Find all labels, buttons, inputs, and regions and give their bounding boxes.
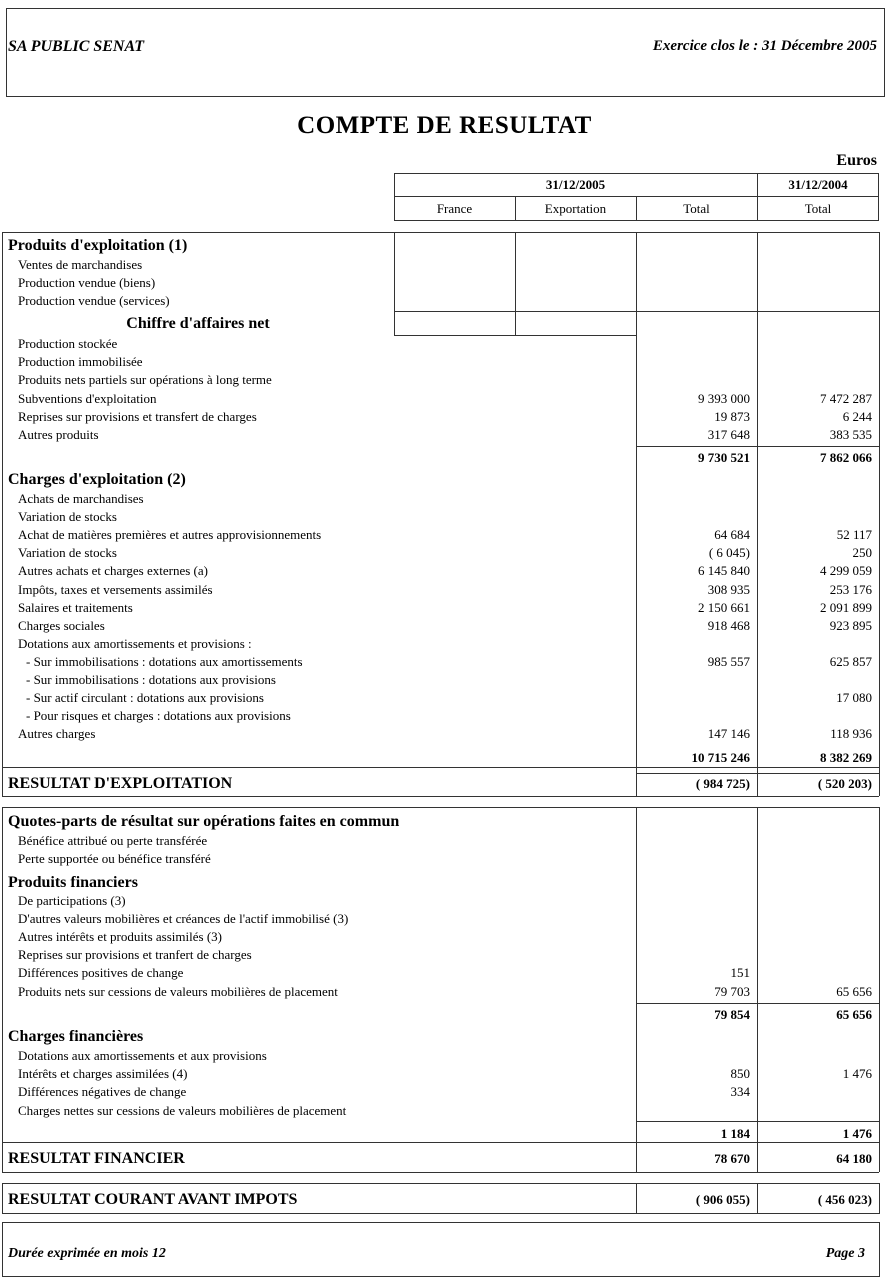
row-label: Reprises sur provisions et transfert de charges — [18, 408, 257, 424]
row-label: Variation de stocks — [18, 545, 117, 561]
row-value-current: 308 935 — [707, 581, 750, 597]
exercise-date: Exercice clos le : 31 Décembre 2005 — [652, 38, 877, 54]
row-label: Production vendue (services) — [18, 293, 170, 308]
row-label: Charges sociales — [18, 617, 105, 633]
row-value-previous: 383 535 — [829, 427, 872, 442]
currency-label: Euros — [836, 152, 877, 169]
row-label: Subventions d'exploitation — [18, 390, 157, 406]
resultat-courant-previous: ( 456 023) — [817, 1192, 872, 1207]
row-label: Production immobilisée — [18, 354, 143, 370]
row-label: Produits nets sur cessions de valeurs mobilières de placement — [18, 983, 338, 999]
row-label: Achat de matières premières et autres approvisionnements — [18, 527, 322, 543]
row-label: Différences positives de change — [18, 965, 184, 981]
row-value-current: 9 393 000 — [698, 390, 750, 406]
row-value-previous: 6 244 — [842, 408, 872, 424]
resultat-courant-current: ( 906 055) — [695, 1192, 750, 1207]
row-label: Dotations aux amortissements et aux provisions — [18, 1048, 267, 1063]
row-label: Différences négatives de change — [18, 1084, 187, 1100]
row-label: Perte supportée ou bénéfice transféré — [18, 851, 211, 866]
row-label: - Sur immobilisations : dotations aux amortissements — [26, 653, 303, 669]
row-value-current: 79 703 — [714, 983, 750, 999]
row-label: Reprises sur provisions et tranfert de charges — [18, 947, 252, 963]
row-value-previous: 250 — [852, 545, 872, 561]
produits-financiers-total-current: 79 854 — [714, 1007, 750, 1022]
row-label: Variation de stocks — [18, 509, 117, 525]
charges-exploitation-total-previous: 8 382 269 — [820, 750, 872, 765]
total-previous-header: Total — [804, 201, 832, 216]
row-label: Charges nettes sur cessions de valeurs mobilières de placement — [18, 1102, 347, 1118]
row-label: Autres achats et charges externes (a) — [18, 563, 208, 579]
row-label: Intérêts et charges assimilées (4) — [18, 1066, 188, 1082]
total-current-header: Total — [683, 201, 710, 216]
row-value-previous: 253 176 — [829, 581, 872, 597]
resultat-financier-current: 78 670 — [714, 1151, 750, 1166]
row-label: D'autres valeurs mobilières et créances de l'actif immobilisé (3) — [18, 911, 349, 927]
row-label: Salaires et traitements — [18, 599, 133, 615]
row-value-current: 6 145 840 — [698, 563, 750, 579]
exportation-header: Exportation — [544, 201, 607, 216]
produits-financiers-heading: Produits financiers — [8, 874, 138, 891]
row-value-previous: 7 472 287 — [820, 390, 872, 406]
row-label: - Sur actif circulant : dotations aux provisions — [26, 690, 264, 706]
row-label: Impôts, taxes et versements assimilés — [18, 581, 213, 597]
duration-label: Durée exprimée en mois 12 — [8, 1246, 166, 1261]
produits-exploitation-total-current: 9 730 521 — [698, 450, 750, 465]
resultat-exploitation-label: RESULTAT D'EXPLOITATION — [8, 775, 233, 792]
charges-financieres-total-previous: 1 476 — [842, 1126, 872, 1141]
row-value-previous: 65 656 — [836, 983, 872, 999]
resultat-exploitation-current: ( 984 725) — [695, 776, 750, 791]
row-value-current: 151 — [730, 965, 750, 981]
row-value-previous: 17 080 — [836, 690, 872, 706]
row-label: - Pour risques et charges : dotations aux provisions — [26, 708, 291, 724]
row-value-current: 64 684 — [714, 527, 750, 543]
row-label: Autres intérêts et produits assimilés (3) — [18, 929, 222, 945]
row-label: Bénéfice attribué ou perte transférée — [18, 833, 208, 848]
resultat-financier-label: RESULTAT FINANCIER — [8, 1150, 185, 1167]
row-value-current: 918 468 — [707, 617, 750, 633]
produits-exploitation-total-previous: 7 862 066 — [820, 450, 872, 465]
row-value-previous: 52 117 — [836, 527, 872, 543]
row-value-current: 334 — [730, 1084, 750, 1100]
row-label: Dotations aux amortissements et provisions : — [18, 635, 252, 651]
period-current-header: 31/12/2005 — [545, 177, 606, 192]
row-value-current: 850 — [730, 1066, 750, 1082]
row-label: Produits nets partiels sur opérations à long terme — [18, 372, 272, 388]
row-value-current: 317 648 — [707, 427, 750, 442]
resultat-courant-label: RESULTAT COURANT AVANT IMPOTS — [8, 1191, 298, 1208]
chiffre-affaires-label: Chiffre d'affaires net — [126, 315, 270, 332]
row-value-current: 19 873 — [714, 408, 750, 424]
row-label: Autres charges — [18, 726, 96, 742]
row-value-current: 147 146 — [707, 726, 750, 742]
resultat-financier-previous: 64 180 — [836, 1151, 872, 1166]
row-value-current: ( 6 045) — [708, 545, 750, 561]
produits-financiers-total-previous: 65 656 — [836, 1007, 872, 1022]
row-value-current: 985 557 — [707, 653, 750, 669]
row-value-current: 2 150 661 — [698, 599, 750, 615]
row-value-previous: 4 299 059 — [820, 563, 872, 579]
row-label: Ventes de marchandises — [18, 257, 143, 272]
row-label: De participations (3) — [18, 893, 126, 908]
row-label: Production vendue (biens) — [18, 275, 156, 290]
row-label: Achats de marchandises — [18, 491, 144, 506]
charges-financieres-heading: Charges financières — [8, 1028, 144, 1045]
resultat-exploitation-previous: ( 520 203) — [817, 776, 872, 791]
row-value-previous: 923 895 — [829, 617, 872, 633]
produits-exploitation-heading: Produits d'exploitation (1) — [8, 237, 188, 254]
charges-financieres-total-current: 1 184 — [720, 1126, 750, 1141]
page-title: COMPTE DE RESULTAT — [297, 112, 592, 139]
row-label: Autres produits — [18, 427, 99, 442]
quotes-parts-heading: Quotes-parts de résultat sur opérations faites en commun — [8, 813, 400, 830]
charges-exploitation-heading: Charges d'exploitation (2) — [8, 471, 186, 488]
row-value-previous: 1 476 — [842, 1066, 872, 1082]
charges-exploitation-total-current: 10 715 246 — [691, 750, 750, 765]
company-name: SA PUBLIC SENAT — [8, 38, 145, 55]
row-value-previous: 118 936 — [830, 726, 872, 742]
france-header: France — [436, 201, 473, 216]
row-label: Production stockée — [18, 336, 118, 351]
row-label: - Sur immobilisations : dotations aux provisions — [26, 672, 276, 687]
page-number: Page 3 — [825, 1246, 865, 1261]
row-value-previous: 2 091 899 — [820, 599, 872, 615]
period-previous-header: 31/12/2004 — [788, 177, 848, 192]
row-value-previous: 625 857 — [829, 653, 872, 669]
